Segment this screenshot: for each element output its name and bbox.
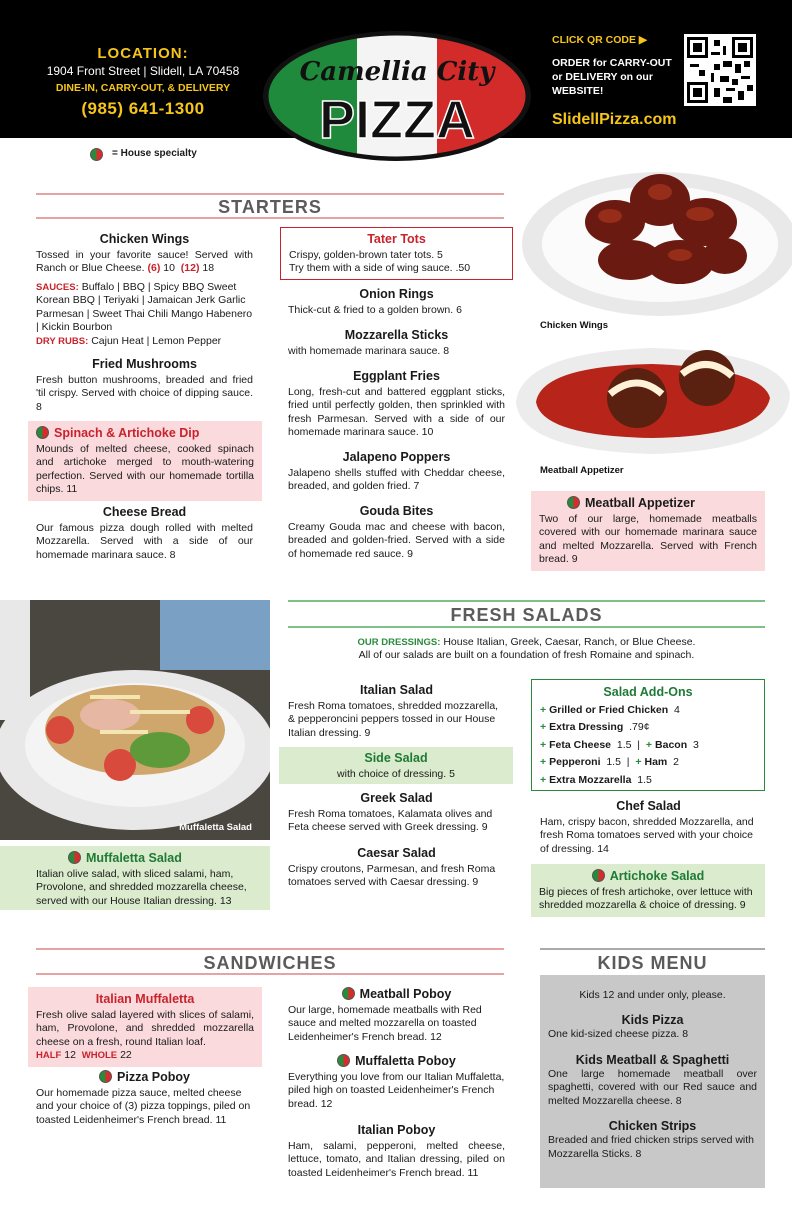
kids-header [540, 946, 765, 974]
kids-title: KIDS MENU [597, 953, 708, 973]
legend: = House specialty [90, 148, 197, 161]
chicken-wings-photo [520, 152, 792, 332]
logo [262, 30, 532, 162]
meatball-appetizer-photo [512, 332, 792, 462]
menu-item-gouda-bites: Gouda Bites Creamy Gouda mac and cheese with bacon, breaded and golden-fried. Served with a side of homemade red sauce. 9 [288, 504, 505, 560]
salads-header [288, 598, 765, 632]
menu-item-meatball-poboy: Meatball Poboy Our large, homemade meatballs with Red sauce and melted mozzarella on toasted Leidenheimer's French bread. 12 [288, 987, 482, 1043]
addon-mozzarella: + Extra Mozzarella 1.5 [540, 773, 652, 786]
menu-item-artichoke-salad: Artichoke Salad Big pieces of fresh artichoke, over lettuce with shredded mozzarella & choice of dressing. 9 [531, 864, 765, 917]
photo-caption: Meatball Appetizer [540, 465, 624, 476]
menu-item-muffaletta-salad: Muffaletta Salad Italian olive salad, with sliced salami, ham, Provolone, and shredded mozzarella cheese, served with our House Italian dressing. 13 [0, 846, 270, 910]
dressings-note: OUR DRESSINGS: House Italian, Greek, Caesar, Ranch, or Blue Cheese. All of our salads are built on a foundation of fresh Romaine and spinach. [357, 636, 696, 662]
menu-item-italian-salad: Italian Salad Fresh Roma tomatoes, shredded mozzarella, & pepperoncini peppers tossed in our House Italian dressing. 9 [288, 683, 499, 739]
menu-item-jalapeno-poppers: Jalapeno Poppers Jalapeno shells stuffed with Cheddar cheese, breaded, and golden fried. 7 [288, 450, 505, 493]
house-specialty-icon [90, 148, 103, 161]
menu-item-tater-tots: Tater Tots Crispy, golden-brown tater tots. 5 Try them with a side of wing sauce. .50 [280, 227, 513, 280]
address: 1904 Front Street | Slidell, LA 70458 [46, 64, 240, 78]
house-specialty-icon [592, 869, 605, 882]
sandwiches-title: SANDWICHES [203, 953, 337, 973]
menu-item-caesar-salad: Caesar Salad Crispy croutons, Parmesan, and fresh Roma tomatoes served with Caesar dressing. 9 [288, 846, 496, 889]
service-modes: DINE-IN, CARRY-OUT, & DELIVERY [55, 82, 231, 94]
menu-item-cheese-bread: Cheese Bread Our famous pizza dough rolled with melted Mozzarella. Served with a side of our homemade marinara sauce. 8 [36, 505, 253, 561]
menu-item-greek-salad: Greek Salad Fresh Roma tomatoes, Kalamata olives and Feta cheese served with Greek dressing. 9 [288, 791, 493, 834]
menu-item-spinach-dip: Spinach & Artichoke Dip Mounds of melted cheese, cooked spinach and artichoke merged to mouth-watering perfection. Served with our homemade tortilla chips. 11 [28, 421, 262, 501]
menu-item-chicken-strips: Chicken Strips Breaded and fried chicken strips served with Mozzarella Sticks. 8 [548, 1119, 755, 1160]
menu-item-muffaletta-poboy: Muffaletta Poboy Everything you love from our Italian Muffaletta, piled high on toasted Leidenheimer's French bread. 12 [288, 1054, 505, 1110]
qr-code-icon[interactable] [684, 34, 756, 106]
addon-feta-bacon: + Feta Cheese 1.5 | + Bacon 3 [540, 738, 699, 751]
menu-item-fried-mushrooms: Fried Mushrooms Fresh button mushrooms, breaded and fried 'til crispy. Served with choice of dipping sauce. 8 [36, 357, 253, 413]
menu-item-chicken-wings: Chicken Wings Tossed in your favorite sauce! Served with Ranch or Blue Cheese. (6) 10 (12) 18 SAUCES: Buffalo | BBQ | Spicy BBQ Sweet Korean BBQ | Teriyaki | Jamaican Jerk Garlic Parmesan | Sweet Thai Chili Mango Habenero | Kickin Bourbon DRY RUBS: Cajun Heat | Lemon Pepper [36, 232, 253, 347]
addon-dressing: + Extra Dressing .79¢ [540, 721, 650, 734]
house-specialty-icon [36, 426, 49, 439]
sandwiches-header [36, 946, 504, 978]
addon-pepperoni-ham: + Pepperoni 1.5 | + Ham 2 [540, 756, 679, 769]
dry-rubs-list: DRY RUBS: Cajun Heat | Lemon Pepper [36, 334, 222, 347]
kids-menu-box [540, 975, 765, 1188]
logo-pizza: PIZZA [319, 90, 475, 150]
house-specialty-icon [342, 987, 355, 1000]
salads-title: FRESH SALADS [450, 605, 603, 625]
menu-item-italian-muffaletta: Italian Muffaletta Fresh olive salad layered with slices of salami, ham, Provolone, and shredded mozzarella cheese on a fresh, round Italian loaf. HALF 12 WHOLE 22 [28, 987, 262, 1067]
menu-item-onion-rings: Onion Rings Thick-cut & fried to a golden brown. 6 [288, 287, 462, 316]
starters-title: STARTERS [218, 197, 322, 217]
menu-item-chef-salad: Chef Salad Ham, crispy bacon, shredded Mozzarella, and fresh Roma tomatoes served with your choice of dressing. 14 [540, 799, 754, 855]
kids-note: Kids 12 and under only, please. [579, 989, 726, 1001]
order-text: ORDER for CARRY-OUT or DELIVERY on our WEBSITE! [552, 57, 672, 98]
menu-item-mozzarella-sticks: Mozzarella Sticks with homemade marinara sauce. 8 [288, 328, 450, 357]
menu-item-pizza-poboy: Pizza Poboy Our homemade pizza sauce, melted cheese and your choice of (3) pizza toppings, piled on toasted Leidenheimer's French bread. 11 [36, 1070, 251, 1126]
house-specialty-icon [68, 851, 81, 864]
menu-item-meatball-appetizer: Meatball Appetizer Two of our large, homemade meatballs covered with our homemade marinara sauce and melted Mozzarella. Served with French bread. 9 [531, 491, 765, 571]
menu-item-italian-poboy: Italian Poboy Ham, salami, pepperoni, melted cheese, lettuce, tomato, and Italian dressing, piled on toasted Leidenheimer's French bread. 11 [288, 1123, 505, 1179]
menu-item-kids-spaghetti: Kids Meatball & Spaghetti One large homemade meatball over spaghetti, covered with our Red sauce and melted Mozzarella cheese. 8 [548, 1052, 757, 1107]
location-title: LOCATION: [97, 45, 189, 62]
house-specialty-icon [337, 1054, 350, 1067]
website-link[interactable]: SlidellPizza.com [552, 111, 677, 128]
phone-number[interactable]: (985) 641-1300 [81, 99, 205, 118]
photo-caption: Muffaletta Salad [179, 821, 252, 833]
qr-label: CLICK QR CODE ▶ [552, 34, 647, 46]
menu-item-eggplant-fries: Eggplant Fries Long, fresh-cut and battered eggplant sticks, fried until perfectly golden, then sprinkled with fresh Parmesan. Served with a side of our homemade marinara sauce. 10 [288, 369, 505, 439]
addon-chicken: + Grilled or Fried Chicken 4 [540, 704, 680, 716]
starters-header [36, 190, 504, 222]
menu-item-kids-pizza: Kids Pizza One kid-sized cheese pizza. 8 [548, 1013, 689, 1041]
house-specialty-icon [99, 1070, 112, 1083]
house-specialty-icon [567, 496, 580, 509]
sauces-list: SAUCES: Buffalo | BBQ | Spicy BBQ Sweet Korean BBQ | Teriyaki | Jamaican Jerk Garlic Parmesan | Sweet Thai Chili Mango Habenero | Kickin Bourbon [36, 280, 253, 334]
salad-addons-box: Salad Add-Ons + Grilled or Fried Chicken 4 + Extra Dressing .79¢ + Feta Cheese 1.5 | + Bacon 3 + Pepperoni 1.5 | + Ham 2 + Extra Mozzarella 1.5 [531, 679, 765, 791]
menu-item-side-salad: Side Salad with choice of dressing. 5 [279, 747, 513, 784]
photo-caption: Chicken Wings [540, 320, 609, 331]
logo-script: Camellia City [299, 57, 495, 87]
muffaletta-salad-photo [0, 600, 270, 840]
